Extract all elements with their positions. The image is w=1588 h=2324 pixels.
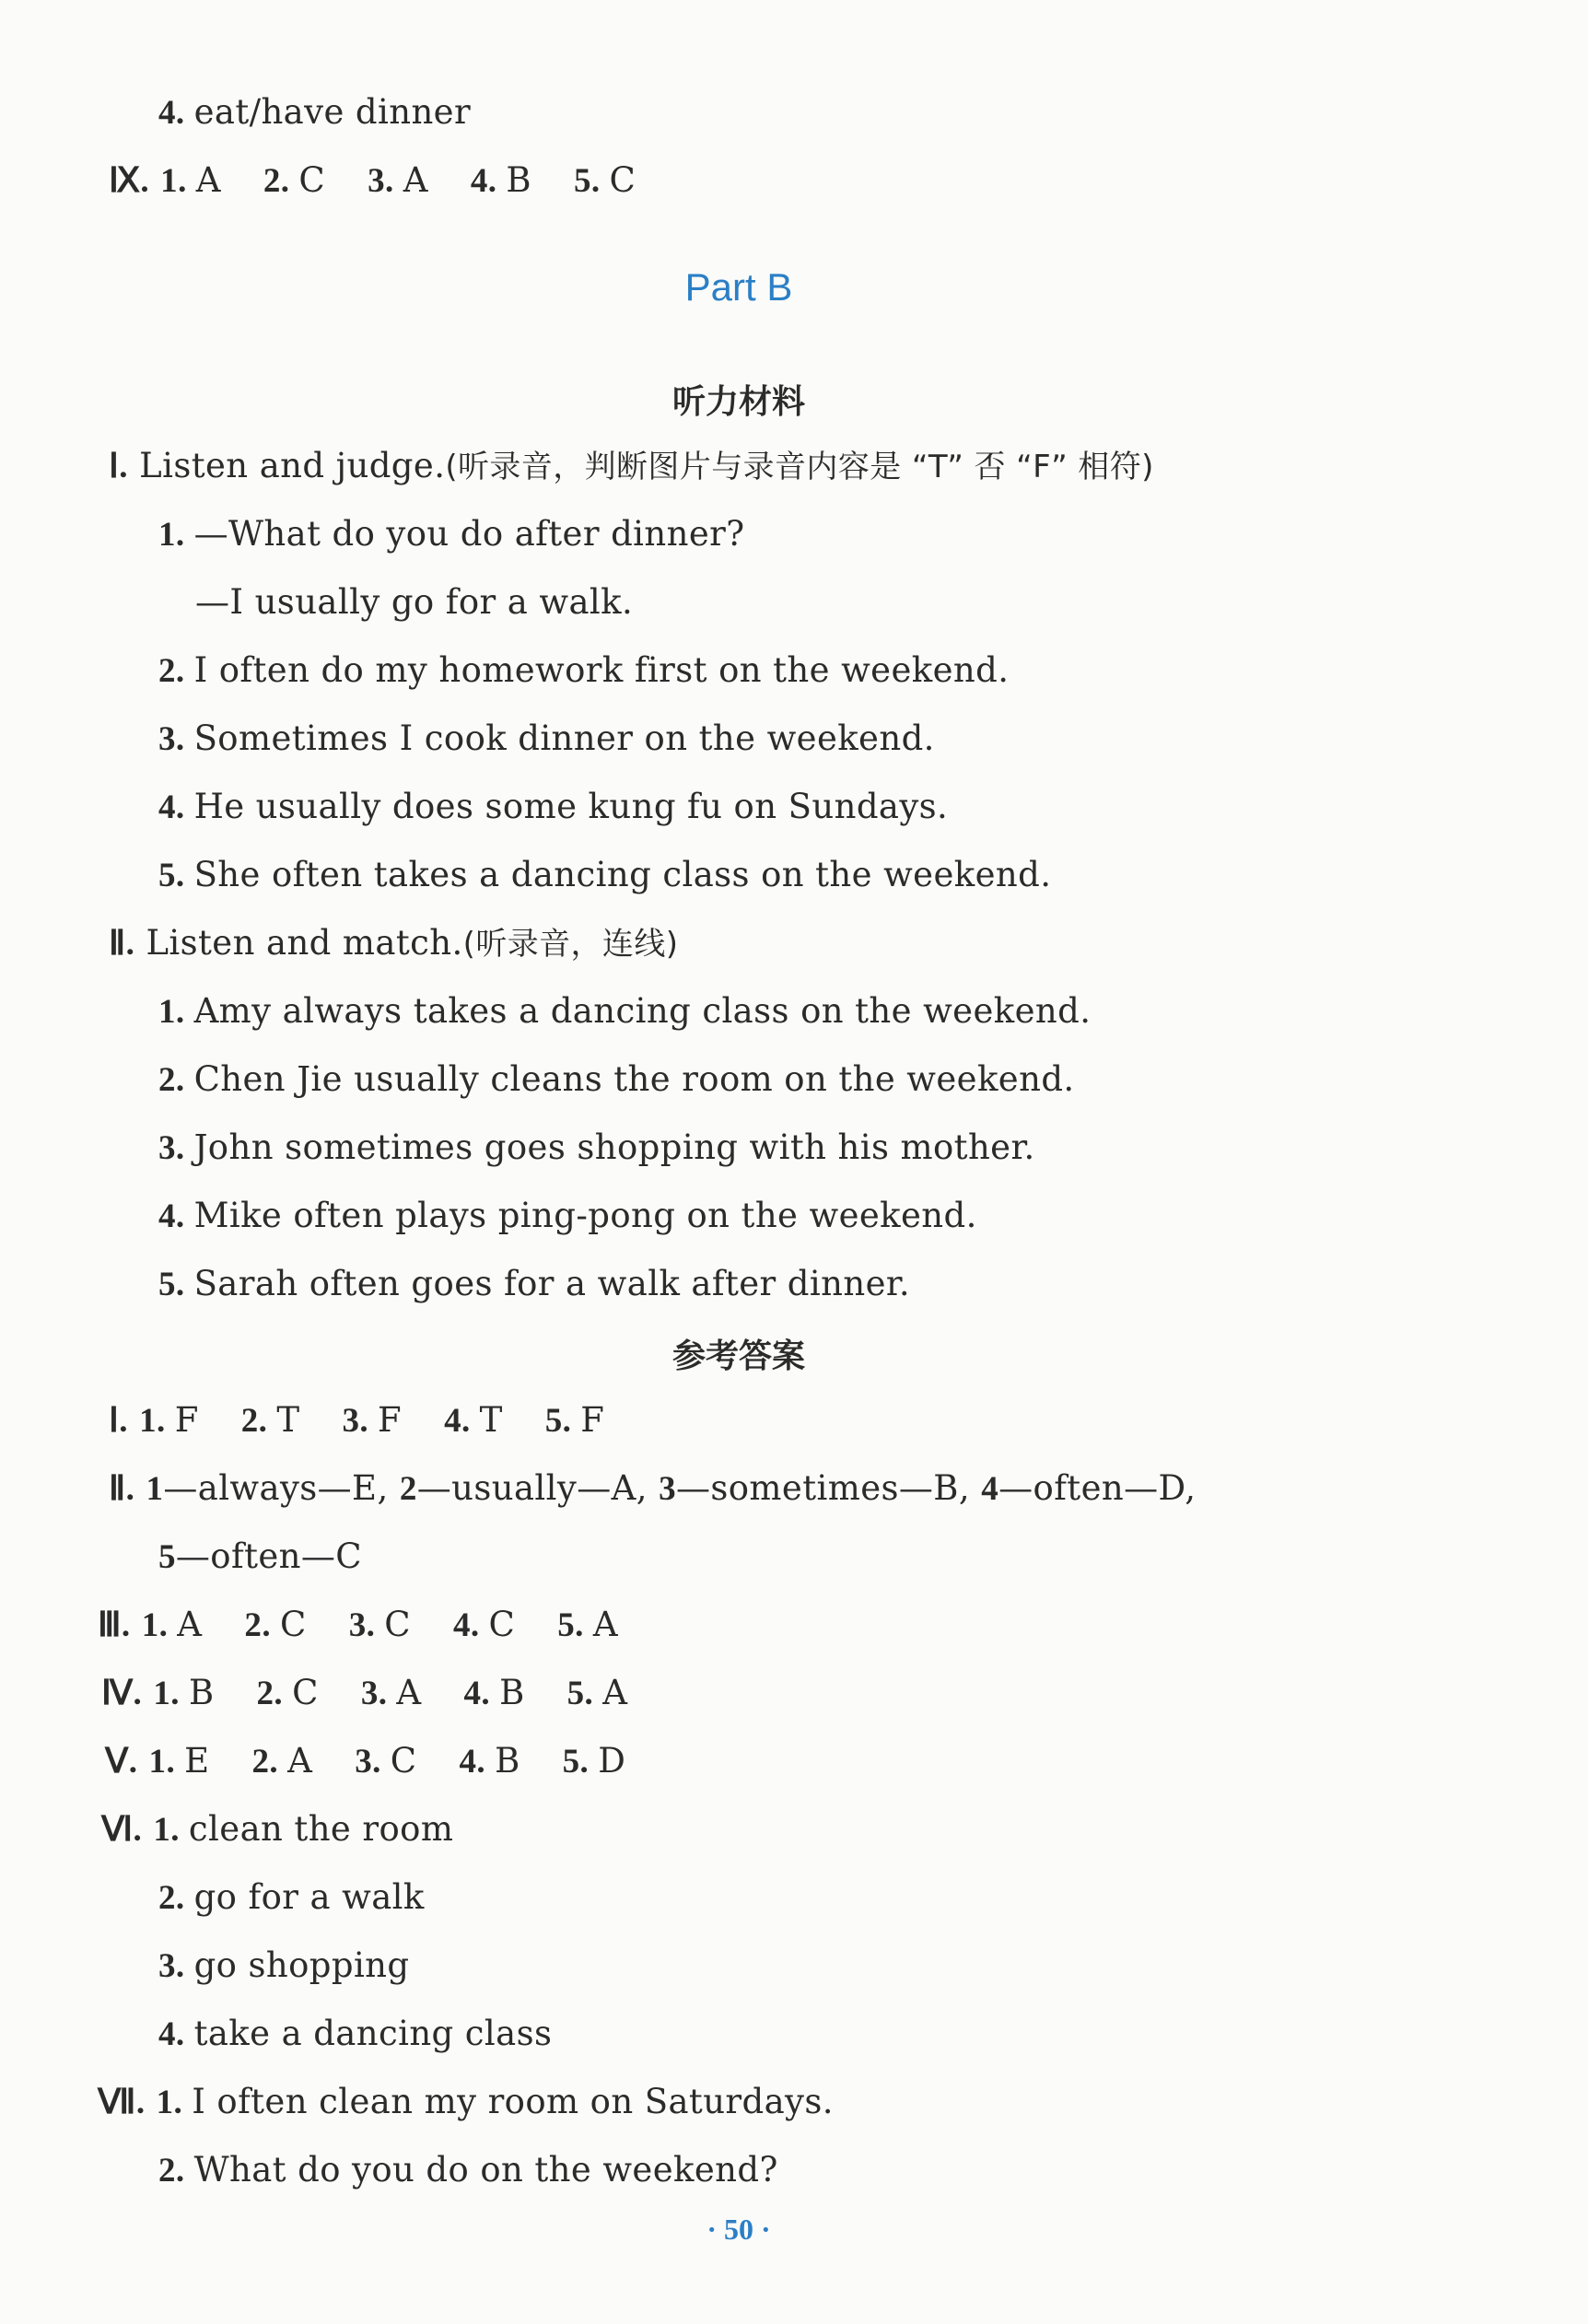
- listen-item: —I usually go for a walk.: [195, 582, 634, 622]
- answer-row-i: Ⅰ. 1. F 2. T 3. F 4. T 5. F: [109, 1400, 605, 1440]
- section-1-heading: Ⅰ. Listen and judge.(听录音，判断图片与录音内容是 “T” 否 “F” 相符): [109, 446, 1154, 485]
- listen-item: 4. He usually does some kung fu on Sundays.: [158, 787, 949, 826]
- page-number: · 50 ·: [706, 2213, 771, 2246]
- listen-item: 5. Sarah often goes for a walk after dinner.: [158, 1264, 911, 1303]
- listen-item: 3. Sometimes I cook dinner on the weekend.: [158, 718, 935, 758]
- answer-row-ix: Ⅸ. 1. A 2. C 3. A 4. B 5. C: [109, 160, 636, 200]
- answer-item: 2. What do you do on the weekend?: [158, 2150, 778, 2190]
- answer-row-vi: Ⅵ. 1. clean the room: [101, 1809, 454, 1849]
- listen-item: 4. Mike often plays ping-pong on the weekend.: [158, 1196, 977, 1235]
- answers-title: 参考答案: [671, 1337, 805, 1375]
- section-2-heading: Ⅱ. Listen and match.(听录音，连线): [109, 923, 679, 963]
- answer-row-iv: Ⅳ. 1. B 2. C 3. A 4. B 5. A: [101, 1673, 628, 1712]
- answer-row-ii: Ⅱ. 1—always—E, 2—usually—A, 3—sometimes—B, 4—often—D,: [109, 1468, 1197, 1508]
- listen-item: 2. Chen Jie usually cleans the room on the weekend.: [158, 1059, 1075, 1099]
- listen-item: 3. John sometimes goes shopping with his mother.: [158, 1127, 1035, 1167]
- answer-item: 3. go shopping: [158, 1945, 410, 1985]
- answer-row-ii-cont: 5—often—C: [158, 1536, 362, 1576]
- answer-item: 4. take a dancing class: [158, 2014, 553, 2053]
- listen-item: 2. I often do my homework first on the weekend.: [158, 650, 1010, 690]
- listen-item: 1. —What do you do after dinner?: [158, 514, 745, 554]
- part-title: Part B: [684, 265, 793, 309]
- answer-row-v: Ⅴ. 1. E 2. A 3. C 4. B 5. D: [105, 1741, 626, 1781]
- answer-row-iii: Ⅲ. 1. A 2. C 3. C 4. C 5. A: [98, 1605, 618, 1644]
- top-item-4: 4. eat/have dinner: [158, 92, 472, 132]
- listen-item: 5. She often takes a dancing class on the weekend.: [158, 855, 1052, 894]
- listening-title: 听力材料: [671, 383, 805, 421]
- answer-item: 2. go for a walk: [158, 1877, 425, 1917]
- listen-item: 1. Amy always takes a dancing class on the weekend.: [158, 991, 1092, 1031]
- answer-row-vii: Ⅶ. 1. I often clean my room on Saturdays.: [98, 2082, 834, 2121]
